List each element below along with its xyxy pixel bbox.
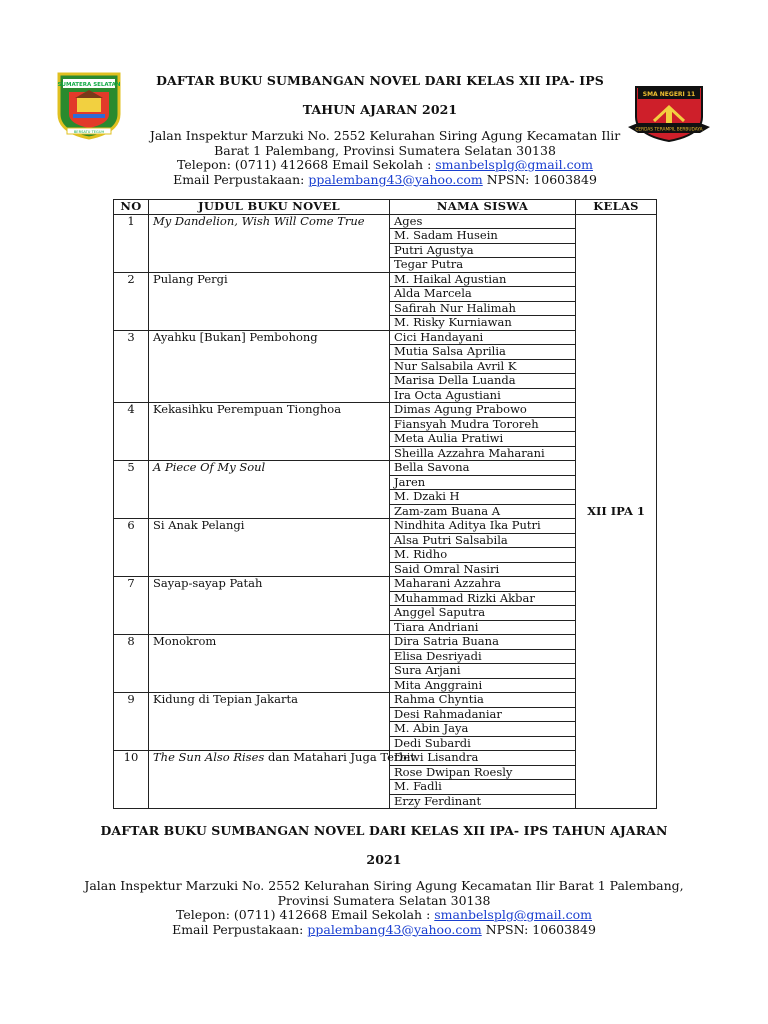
student-name: Muhammad Rizki Akbar: [390, 591, 576, 606]
table-row: [114, 577, 657, 592]
book-title: [149, 403, 390, 461]
student-name: Sheilla Azzahra Maharani: [390, 446, 576, 461]
header-class: KELAS: [576, 200, 657, 215]
table-header-row: [114, 200, 657, 215]
student-name: Jaren: [390, 475, 576, 490]
student-name: Nindhita Aditya Ika Putri: [390, 519, 576, 534]
student-name: Safirah Nur Halimah: [390, 301, 576, 316]
sumatera-selatan-logo: [55, 70, 123, 140]
student-name: Marisa Della Luanda: [390, 374, 576, 389]
table-row: [114, 330, 657, 345]
book-title-text: Pulang Pergi: [153, 271, 228, 286]
document-title: DAFTAR BUKU SUMBANGAN NOVEL DARI KELAS XII IPA- IPS: [156, 73, 604, 88]
book-title-text: My Dandelion, Wish Will Come True: [153, 213, 365, 228]
book-number: 8: [114, 635, 149, 693]
table-row: [114, 635, 657, 650]
student-name: Maharani Azzahra: [390, 577, 576, 592]
footer-npsn-text: NPSN: 10603849: [481, 921, 596, 937]
student-name: Ira Octa Agustiani: [390, 388, 576, 403]
book-title-text: A Piece Of My Soul: [153, 460, 266, 474]
book-title-rest: dan Matahari Juga Terbit: [264, 750, 416, 764]
book-title: [149, 577, 390, 635]
header-address: [120, 129, 650, 187]
table-row: [114, 519, 657, 534]
footer-address-line-2: Provinsi Sumatera Selatan 30138: [277, 892, 491, 908]
footer-address: [60, 879, 708, 937]
library-text: Email Perpustakaan:: [173, 171, 309, 187]
student-name: M. Ridho: [390, 548, 576, 563]
student-name: M. Sadam Husein: [390, 229, 576, 244]
book-title: [149, 693, 390, 751]
address-line-2: Barat 1 Palembang, Provinsi Sumatera Selatan 30138: [214, 142, 556, 158]
book-title: [149, 272, 390, 330]
student-name: Dimas Agung Prabowo: [390, 403, 576, 418]
book-title: [149, 214, 390, 272]
footer-school-email-link[interactable]: smanbelsplg@gmail.com: [434, 907, 593, 922]
footer-address-line-1: Jalan Inspektur Marzuki No. 2552 Kelurahan Siring Agung Kecamatan Ilir Barat 1 Palembang,: [84, 878, 684, 893]
student-name: Sura Arjani: [390, 664, 576, 679]
book-title-text: Si Anak Pelangi: [153, 518, 245, 532]
book-number: 7: [114, 577, 149, 635]
student-name: Rose Dwipan Roesly: [390, 765, 576, 780]
table-row: [114, 693, 657, 708]
npsn-text: NPSN: 10603849: [482, 171, 597, 187]
book-title-text: Sayap-sayap Patah: [153, 576, 263, 590]
novel-donation-table: [113, 199, 657, 809]
class-cell: XII IPA 1: [576, 214, 657, 809]
book-title-text: Monokrom: [153, 634, 217, 648]
student-name: Alda Marcela: [390, 287, 576, 302]
logo-left-motto: BERSATU TEGUH: [73, 130, 105, 134]
table-body: [114, 214, 657, 809]
student-name: Desi Rahmadaniar: [390, 707, 576, 722]
book-title: [149, 461, 390, 519]
book-title: [149, 519, 390, 577]
student-name: Mita Anggraini: [390, 678, 576, 693]
book-title-text: Ayahku [Bukan] Pembohong: [153, 329, 318, 344]
table-row: [114, 461, 657, 476]
student-name: M. Abin Jaya: [390, 722, 576, 737]
student-name: Dedi Subardi: [390, 736, 576, 751]
student-name: Mutia Salsa Aprilia: [390, 345, 576, 360]
book-title-text: Kidung di Tepian Jakarta: [153, 692, 298, 706]
phone-line: [120, 158, 650, 173]
student-name: Erzy Ferdinant: [390, 794, 576, 809]
phone-text: Telepon: (0711) 412668 Email Sekolah :: [176, 157, 436, 172]
book-number: 2: [114, 272, 149, 330]
student-name: Alsa Putri Salsabila: [390, 533, 576, 548]
footer-title: DAFTAR BUKU SUMBANGAN NOVEL DARI KELAS XII IPA- IPS TAHUN AJARAN: [100, 823, 668, 838]
student-name: M. Fadli: [390, 780, 576, 795]
library-email-link[interactable]: ppalembang43@yahoo.com: [308, 171, 483, 187]
book-title-italic: The Sun Also Rises: [153, 750, 265, 764]
footer-library-email-link[interactable]: ppalembang43@yahoo.com: [307, 921, 482, 937]
header-student: NAMA SISWA: [390, 200, 576, 215]
address-line-1: Jalan Inspektur Marzuki No. 2552 Kelurahan Siring Agung Kecamatan Ilir: [149, 128, 621, 143]
footer-year: 2021: [366, 852, 402, 867]
table-row: [114, 272, 657, 287]
student-name: Dewi Lisandra: [390, 751, 576, 766]
student-name: Rahma Chyntia: [390, 693, 576, 708]
student-name: Cici Handayani: [390, 330, 576, 345]
student-name: Dira Satria Buana: [390, 635, 576, 650]
school-email-link[interactable]: smanbelsplg@gmail.com: [435, 157, 594, 172]
library-line: [120, 173, 650, 188]
student-name: Bella Savona: [390, 461, 576, 476]
student-name: Meta Aulia Pratiwi: [390, 432, 576, 447]
book-number: 4: [114, 403, 149, 461]
student-name: Anggel Saputra: [390, 606, 576, 621]
student-name: Elisa Desriyadi: [390, 649, 576, 664]
student-name: M. Haikal Agustian: [390, 272, 576, 287]
student-name: M. Risky Kurniawan: [390, 316, 576, 331]
header-no: NO: [114, 200, 149, 215]
footer-library-line: [60, 923, 708, 938]
student-name: Ages: [390, 214, 576, 229]
student-name: Zam-zam Buana A: [390, 504, 576, 519]
logo-right-motto: CERDAS TERAMPIL BERBUDAYA: [635, 127, 703, 133]
document-year: TAHUN AJARAN 2021: [302, 102, 458, 117]
book-title-text: Kekasihku Perempuan Tionghoa: [153, 402, 342, 416]
table-row: [114, 751, 657, 766]
book-title: [149, 330, 390, 403]
logo-right-text: SMA NEGERI 11: [642, 91, 696, 98]
student-name: Putri Agustya: [390, 243, 576, 258]
student-name: Said Omral Nasiri: [390, 562, 576, 577]
logo-left-text: SUMATERA SELATAN: [57, 82, 121, 88]
footer-library-text: Email Perpustakaan:: [172, 921, 308, 937]
table-row: [114, 214, 657, 229]
table-row: [114, 403, 657, 418]
footer-phone-line: [60, 908, 708, 923]
book-number: 1: [114, 214, 149, 272]
book-title: [149, 750, 416, 809]
student-name: M. Dzaki H: [390, 490, 576, 505]
book-number: 3: [114, 330, 149, 403]
student-name: Tiara Andriani: [390, 620, 576, 635]
student-name: Nur Salsabila Avril K: [390, 359, 576, 374]
book-number: 6: [114, 519, 149, 577]
student-name: Fiansyah Mudra Tororeh: [390, 417, 576, 432]
footer-phone-text: Telepon: (0711) 412668 Email Sekolah :: [175, 907, 435, 922]
student-name: Tegar Putra: [390, 258, 576, 273]
header-title: JUDUL BUKU NOVEL: [149, 200, 390, 215]
book-title: [149, 635, 390, 693]
book-number: 9: [114, 693, 149, 751]
book-number: 10: [114, 751, 149, 809]
book-number: 5: [114, 461, 149, 519]
